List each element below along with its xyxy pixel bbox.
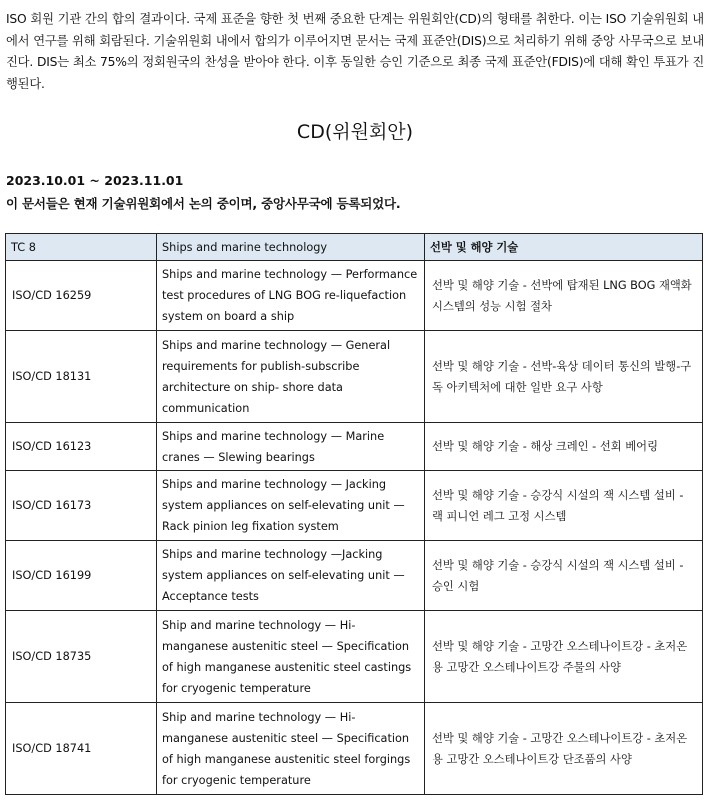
standard-code: ISO/CD 18131: [6, 331, 157, 423]
korean-title: 선박 및 해양 기술 - 승강식 시설의 잭 시스템 설비 - 랙 피니언 레그 고정 시스템: [425, 471, 703, 541]
table-row: [6, 703, 703, 795]
english-title: Ships and marine technology — General requirements for publish-subscribe architecture on ship- shore data communication: [157, 331, 425, 423]
korean-title: 선박 및 해양 기술 - 고망간 오스테나이트강 - 초저온용 고망간 오스테나이트강 단조품의 사양: [425, 703, 703, 795]
korean-title: 선박 및 해양 기술 - 승강식 시설의 잭 시스템 설비 - 승인 시험: [425, 541, 703, 611]
intro-paragraph: ISO 회원 기관 간의 합의 결과이다. 국제 표준을 향한 첫 번째 중요한 단계는 위원회안(CD)의 형태를 취한다. 이는 ISO 기술위원회 내에서 연구를 위해 회람된다. 기술위원회 내에서 합의가 이루어지면 문서는 국제 표준안(DIS)으로 처리하기 위해 중앙 사무국으로 보내진다. DIS는 최소 75%의 정회원국의 찬성을 받아야 한다. 이후 동일한 승인 기준으로 최종 국제 표준안(FDIS)에 대해 확인 투표가 진행된다.: [6, 12, 704, 91]
header-korean-title: 선박 및 해양 기술: [425, 234, 703, 261]
korean-title: 선박 및 해양 기술 - 선박에 탑재된 LNG BOG 재액화 시스템의 성능 시험 절차: [425, 261, 703, 331]
table-header-row: [6, 234, 703, 261]
header-english-title: Ships and marine technology: [157, 234, 425, 261]
table-row: [6, 261, 703, 331]
korean-title: 선박 및 해양 기술 - 선박-육상 데이터 통신의 발행-구독 아키텍처에 대한 일반 요구 사항: [425, 331, 703, 423]
english-title: Ships and marine technology — Performance test procedures of LNG BOG re-liquefaction system on board a ship: [157, 261, 425, 331]
standard-code: ISO/CD 16173: [6, 471, 157, 541]
page-title: CD(위원회안): [296, 121, 414, 143]
header-committee: TC 8: [6, 234, 157, 261]
table-row: [6, 541, 703, 611]
table-row: [6, 611, 703, 703]
english-title: Ship and marine technology — Hi-manganese austenitic steel — Specification of high manganese austenitic steel forgings for cryogenic temperature: [157, 703, 425, 795]
period-range: 2023.10.01 ~ 2023.11.01: [6, 173, 184, 188]
standard-code: ISO/CD 16123: [6, 423, 157, 471]
korean-title: 선박 및 해양 기술 - 해상 크레인 - 선회 베어링: [425, 423, 703, 471]
standard-code: ISO/CD 18741: [6, 703, 157, 795]
standards-table: [5, 233, 703, 795]
table-row: [6, 331, 703, 423]
table-row: [6, 423, 703, 471]
standard-code: ISO/CD 16259: [6, 261, 157, 331]
status-note: 이 문서들은 현재 기술위원회에서 논의 중이며, 중앙사무국에 등록되었다.: [6, 196, 401, 211]
english-title: Ships and marine technology — Jacking system appliances on self-elevating unit — Rack pinion leg fixation system: [157, 471, 425, 541]
english-title: Ships and marine technology — Marine cranes — Slewing bearings: [157, 423, 425, 471]
table-row: [6, 471, 703, 541]
english-title: Ship and marine technology — Hi-manganese austenitic steel — Specification of high manganese austenitic steel castings for cryogenic temperature: [157, 611, 425, 703]
korean-title: 선박 및 해양 기술 - 고망간 오스테나이트강 - 초저온용 고망간 오스테나이트강 주물의 사양: [425, 611, 703, 703]
english-title: Ships and marine technology —Jacking system appliances on self-elevating unit —Acceptance tests: [157, 541, 425, 611]
standard-code: ISO/CD 18735: [6, 611, 157, 703]
standard-code: ISO/CD 16199: [6, 541, 157, 611]
